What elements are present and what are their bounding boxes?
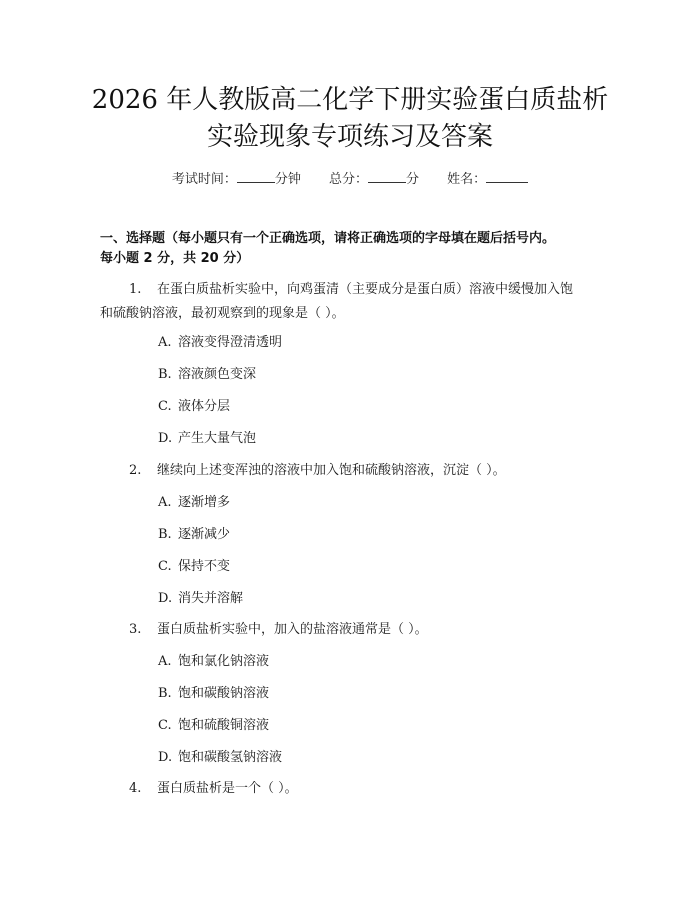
option-letter: A.	[158, 654, 172, 669]
total-score-field	[329, 168, 419, 187]
question-2-option-c[interactable]	[158, 558, 230, 576]
exam-info-line	[0, 168, 700, 187]
option-letter: B.	[158, 527, 172, 542]
total-score-unit: 分	[406, 172, 420, 187]
option-letter: D.	[158, 750, 173, 765]
option-text: 保持不变	[178, 559, 231, 574]
question-stem-line-2: 和硫酸钠溶液，最初观察到的现象是（ ）。	[100, 306, 345, 321]
question-2-option-a[interactable]	[158, 494, 230, 512]
question-2-stem	[129, 459, 619, 483]
question-2-option-b[interactable]	[158, 526, 230, 544]
section-heading-line-2: 每小题 2 分，共 20 分）	[100, 251, 250, 266]
option-text: 饱和碳酸氢钠溶液	[178, 750, 283, 765]
question-2-option-d[interactable]	[158, 590, 243, 608]
exam-time-field	[172, 168, 301, 187]
question-stem-line-1: 继续向上述变浑浊的溶液中加入饱和硫酸钠溶液，沉淀（ ）。	[157, 463, 506, 478]
option-letter: C.	[158, 718, 172, 733]
page-title-line-1: 2026 年人教版高二化学下册实验蛋白质盐析	[91, 85, 609, 115]
student-name-blank[interactable]	[486, 171, 528, 183]
option-text: 产生大量气泡	[178, 431, 257, 446]
option-text: 逐渐增多	[178, 495, 231, 510]
total-score-label: 总分：	[328, 172, 368, 187]
option-letter: A.	[158, 495, 172, 510]
option-text: 液体分层	[178, 399, 231, 414]
question-3-option-b[interactable]	[158, 685, 269, 703]
option-letter: B.	[158, 367, 172, 382]
exam-time-label: 考试时间：	[171, 172, 237, 187]
question-stem-line-1: 蛋白质盐析是一个（ ）。	[157, 781, 298, 796]
question-number: 4.	[129, 781, 142, 796]
option-text: 消失并溶解	[178, 591, 244, 606]
question-1-option-d[interactable]	[158, 430, 256, 448]
question-number: 2.	[129, 463, 142, 478]
exam-time-blank[interactable]	[237, 171, 275, 183]
student-name-field	[447, 168, 528, 187]
exam-time-unit: 分钟	[274, 172, 301, 187]
question-1-stem-cont	[100, 302, 620, 326]
option-text: 饱和碳酸钠溶液	[178, 686, 270, 701]
question-1-option-a[interactable]	[158, 334, 282, 352]
option-text: 溶液变得澄清透明	[178, 335, 283, 350]
option-letter: B.	[158, 686, 172, 701]
option-text: 溶液颜色变深	[178, 367, 257, 382]
option-text: 逐渐减少	[178, 527, 231, 542]
section-heading	[100, 229, 615, 269]
question-stem-line-1: 在蛋白质盐析实验中，向鸡蛋清（主要成分是蛋白质）溶液中缓慢加入饱	[157, 282, 574, 297]
student-name-label: 姓名：	[447, 172, 487, 187]
question-1-stem	[129, 278, 619, 302]
option-letter: D.	[158, 591, 173, 606]
question-stem-line-1: 蛋白质盐析实验中，加入的盐溶液通常是（ ）。	[157, 622, 428, 637]
option-letter: A.	[158, 335, 172, 350]
question-number: 3.	[129, 622, 142, 637]
option-letter: C.	[158, 399, 172, 414]
question-3-stem	[129, 618, 619, 642]
total-score-blank[interactable]	[368, 171, 406, 183]
option-letter: D.	[158, 431, 173, 446]
question-3-option-a[interactable]	[158, 653, 269, 671]
question-1-option-b[interactable]	[158, 366, 256, 384]
section-heading-line-1: 一、选择题（每小题只有一个正确选项，请将正确选项的字母填在题后括号内。	[100, 231, 556, 246]
question-1-option-c[interactable]	[158, 398, 230, 416]
option-text: 饱和氯化钠溶液	[178, 654, 270, 669]
option-letter: C.	[158, 559, 172, 574]
question-number: 1.	[129, 282, 142, 297]
question-4-stem	[129, 777, 619, 801]
option-text: 饱和硫酸铜溶液	[178, 718, 270, 733]
question-3-option-c[interactable]	[158, 717, 269, 735]
question-3-option-d[interactable]	[158, 749, 282, 767]
page-title-line-2: 实验现象专项练习及答案	[206, 122, 493, 152]
